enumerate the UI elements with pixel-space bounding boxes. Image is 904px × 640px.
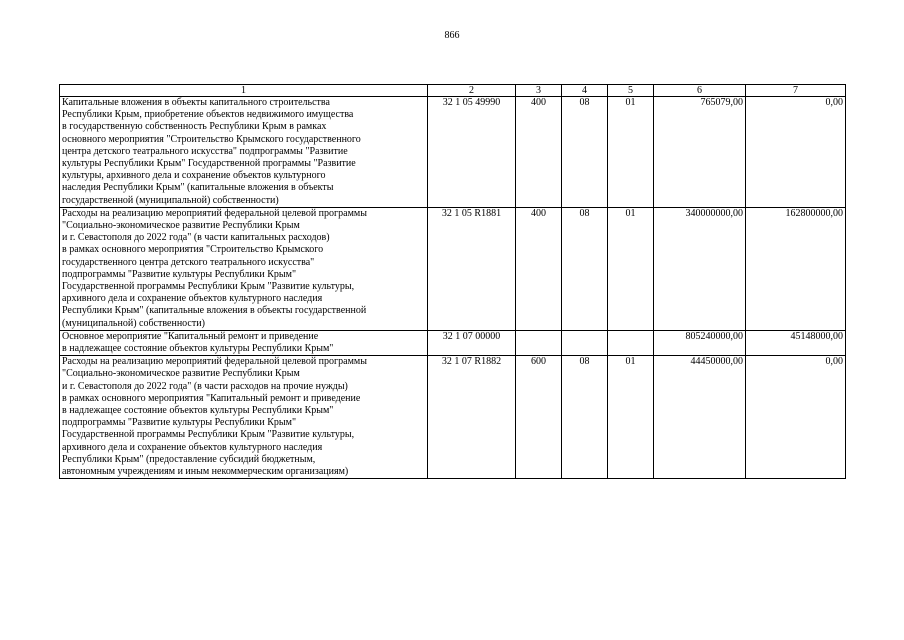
row-description: Расходы на реализацию мероприятий федеральной целевой программы "Социально-экономическое развитие Республики Крым и г. Севастополя до 2022 года" (в части расходов на прочие нужды) в рамках основного мероприятия "Капитальный ремонт и приведение в надлежащее состояние объектов культуры Республики Крым" подпрограммы "Развитие культуры Республики Крым" Государственной программы Республики Крым "Развитие культуры, архивного дела и сохранение объектов культурного наследия Республики Крым" (предоставление субсидий бюджетным, автономным учреждениям и иным некоммерческим организациям) — [60, 356, 428, 479]
row-col3: 400 — [516, 97, 562, 208]
row-amount-7: 0,00 — [746, 356, 846, 479]
column-header-2: 2 — [428, 85, 516, 97]
row-amount-7: 0,00 — [746, 97, 846, 208]
row-col5: 01 — [608, 207, 654, 330]
row-col5: 01 — [608, 97, 654, 208]
column-header-5: 5 — [608, 85, 654, 97]
row-amount-6: 44450000,00 — [654, 356, 746, 479]
row-col3: 400 — [516, 207, 562, 330]
row-amount-6: 765079,00 — [654, 97, 746, 208]
row-col5 — [608, 330, 654, 355]
row-col3: 600 — [516, 356, 562, 479]
row-amount-7: 162800000,00 — [746, 207, 846, 330]
row-col3 — [516, 330, 562, 355]
row-col4: 08 — [562, 97, 608, 208]
row-col5: 01 — [608, 356, 654, 479]
row-description: Капитальные вложения в объекты капитального строительства Республики Крым, приобретение объектов недвижимого имущества в государственную собственность Республики Крым в рамках основного мероприятия "Строительство Крымского государственного центра детского театрального искусства" подпрограммы "Развитие культуры Республики Крым" Государственной программы "Развитие культуры, архивного дела и сохранение объектов культурного наследия Республики Крым" (капитальные вложения в объекты государственной (муниципальной) собственности) — [60, 97, 428, 208]
row-description: Расходы на реализацию мероприятий федеральной целевой программы "Социально-экономическое развитие Республики Крым и г. Севастополя до 2022 года" (в части капитальных расходов) в рамках основного мероприятия "Строительство Крымского государственного центра детского театрального искусства" подпрограммы "Развитие культуры Республики Крым" Государственной программы Республики Крым "Развитие культуры, архивного дела и сохранение объектов культурного наследия Республики Крым" (капитальные вложения в объекты государственной (муниципальной) собственности) — [60, 207, 428, 330]
header-row — [60, 85, 846, 97]
row-description: Основное мероприятие "Капитальный ремонт и приведение в надлежащее состояние объектов культуры Республики Крым" — [60, 330, 428, 355]
table-row — [60, 330, 846, 355]
page-number: 866 — [444, 30, 460, 41]
row-code: 32 1 07 R1882 — [428, 356, 516, 479]
column-header-6: 6 — [654, 85, 746, 97]
row-code: 32 1 05 R1881 — [428, 207, 516, 330]
column-header-4: 4 — [562, 85, 608, 97]
table-row — [60, 207, 846, 330]
row-amount-7: 45148000,00 — [746, 330, 846, 355]
column-header-3: 3 — [516, 85, 562, 97]
table-row — [60, 97, 846, 208]
row-amount-6: 340000000,00 — [654, 207, 746, 330]
row-code: 32 1 07 00000 — [428, 330, 516, 355]
row-col4: 08 — [562, 207, 608, 330]
row-code: 32 1 05 49990 — [428, 97, 516, 208]
row-col4 — [562, 330, 608, 355]
table-row — [60, 356, 846, 479]
column-header-7: 7 — [746, 85, 846, 97]
budget-table — [59, 84, 846, 479]
row-amount-6: 805240000,00 — [654, 330, 746, 355]
column-header-1: 1 — [60, 85, 428, 97]
row-col4: 08 — [562, 356, 608, 479]
